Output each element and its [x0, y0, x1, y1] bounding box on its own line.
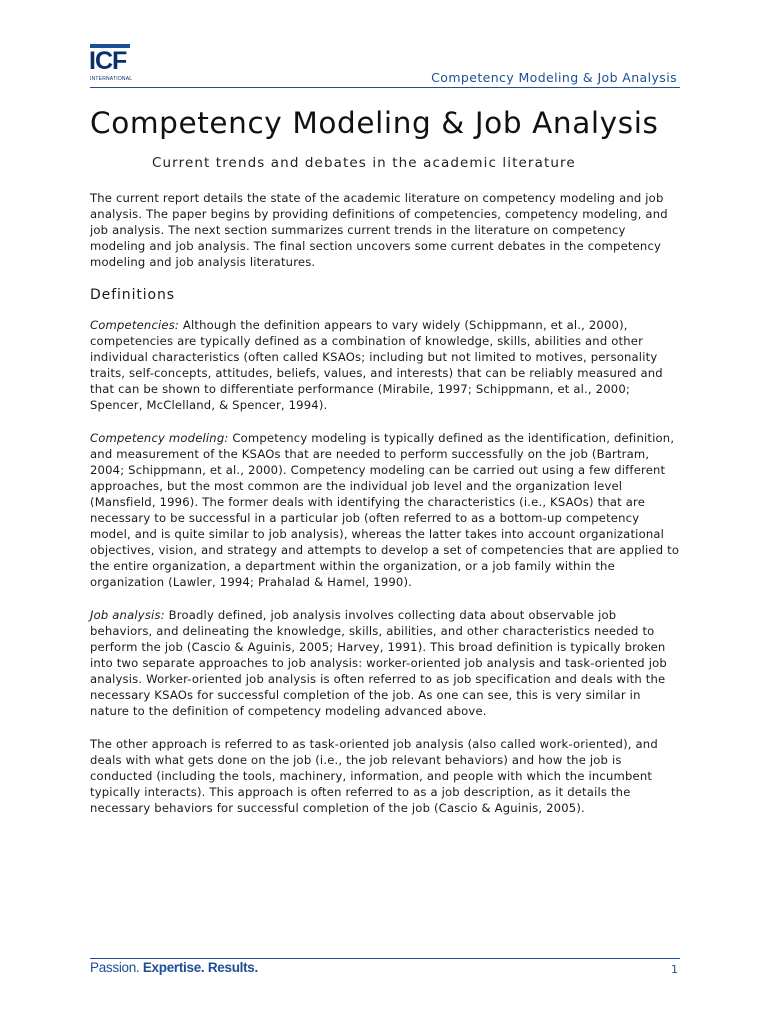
task-oriented-paragraph: The other approach is referred to as task-oriented job analysis (also called work-oriented), and deals with what gets done on the job (i.e., the job relevant behaviors) and how the job is conducted (including the tools, machinery, information, and people with which the incumbent typically interacts). This approach is often referred to as a job description, as it details the necessary behaviors for successful completion of the job (Cascio & Aguinis, 2005).: [90, 737, 658, 815]
header-divider: [90, 87, 680, 88]
job-analysis-paragraph: [90, 607, 680, 719]
page-number: 1: [671, 963, 678, 976]
competency-modeling-term: Competency modeling:: [90, 431, 229, 445]
logo-subtext: INTERNATIONAL: [90, 76, 133, 82]
icf-logo: [90, 44, 140, 86]
footer-tagline: [90, 960, 258, 975]
competency-modeling-paragraph: [90, 430, 680, 590]
job-analysis-text: Broadly defined, job analysis involves collecting data about observable job behaviors, and delineating the knowledge, skills, abilities, and other characteristics needed to perform the job (Cascio & Aguinis, 2005; Harvey, 1991). This broad definition is typically broken into two separate approaches to job analysis: worker-oriented job analysis and task-oriented job analysis. Worker-oriented job analysis is often referred to as job specification and deals with the necessary KSAOs for successful completion of the job. As one can see, this is very similar in nature to the definition of competency modeling advanced above.: [90, 608, 667, 718]
footer-divider: [90, 958, 680, 959]
document-body: [90, 190, 680, 833]
competencies-term: Competencies:: [90, 318, 180, 332]
document-title: Competency Modeling & Job Analysis: [90, 106, 659, 140]
job-analysis-term: Job analysis:: [90, 608, 165, 622]
competency-modeling-text: Competency modeling is typically defined as the identification, definition, and measurement of the KSAOs that are needed to perform successfully on the job (Bartram, 2004; Schippmann, et al., 2000). Competency modeling can be carried out using a few different approaches, but the most common are the individual job level and the organization level (Mansfield, 1996). The former deals with identifying the characteristics (i.e., KSAOs) that are necessary to be successful in a particular job (often referred to as a bottom-up competency model, and is quite similar to job analysis), whereas the latter takes into account organizational objectives, vision, and strategy and attempts to develop a set of competencies that are applied to the entire organization, a department within the organization, or a job family within the organization (Lawler, 1994; Prahalad & Hamel, 1990).: [90, 431, 680, 589]
definitions-heading: Definitions: [90, 287, 175, 303]
intro-paragraph: The current report details the state of the academic literature on competency modeling and job analysis. The paper begins by providing definitions of competencies, competency modeling, and job analysis. The next section summarizes current trends in the literature on competency modeling and job analysis. The final section uncovers some current debates in the competency modeling and job analysis literatures.: [90, 191, 668, 269]
logo-text: ICF: [89, 47, 127, 75]
running-header-title: Competency Modeling & Job Analysis: [431, 70, 677, 85]
competencies-text: Although the definition appears to vary widely (Schippmann, et al., 2000), competencies are typically defined as a combination of knowledge, skills, abilities and other individual characteristics (often called KSAOs; including but not limited to motives, personality traits, self-concepts, attitudes, beliefs, values, and interests) that can be reliably measured and that can be shown to differentiate performance (Mirabile, 1997; Schippmann, et al., 2000; Spencer, McClelland, & Spencer, 1994).: [90, 318, 663, 412]
competencies-paragraph: [90, 317, 680, 413]
tagline-results: Results.: [207, 960, 258, 975]
tagline-expertise: Expertise.: [142, 960, 205, 975]
document-subtitle: Current trends and debates in the academic literature: [152, 155, 576, 171]
tagline-passion: Passion.: [90, 960, 140, 975]
